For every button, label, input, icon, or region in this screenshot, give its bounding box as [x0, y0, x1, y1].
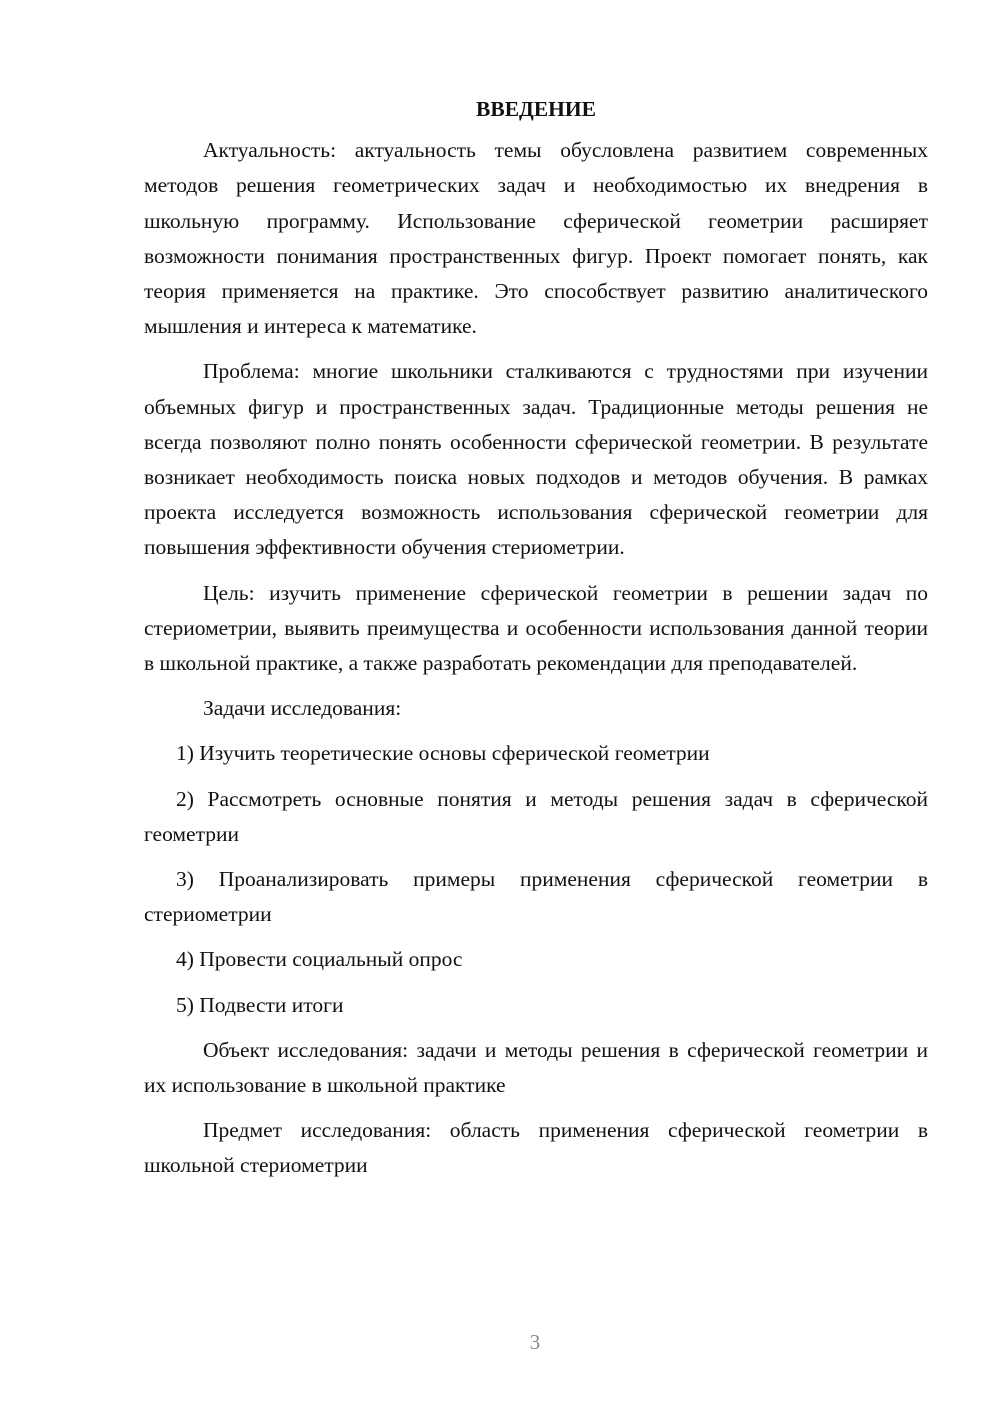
paragraph-problem: Проблема: многие школьники сталкиваются с трудностями при изучении объемных фигур и пространственных задач. Традиционные методы решения не всегда позволяют полно понять особенности сферической геометрии. В результате возникает необходимость поиска новых подходов и методов обучения. В рамках проекта исследуется возможность использования сферической геометрии для повышения эффективности обучения стериометрии. [144, 359, 928, 560]
paragraph-subject: Предмет исследования: область применения сферической геометрии в школьной стериометрии [144, 1118, 928, 1178]
task-item-4: 4) Провести социальный опрос [176, 947, 463, 972]
section-heading: ВВЕДЕНИЕ [476, 97, 596, 121]
document-body [144, 92, 928, 1194]
paragraph-relevance: Актуальность: актуальность темы обусловлена развитием современных методов решения геометрических задач и необходимостью их внедрения в школьную программу. Использование сферической геометрии расширяет возможности понимания пространственных фигур. Проект помогает понять, как теория применяется на практике. Это способствует развитию аналитического мышления и интереса к математике. [144, 138, 928, 339]
paragraph-tasks-intro: Задачи исследования: [203, 696, 402, 721]
task-item-5: 5) Подвести итоги [176, 992, 344, 1017]
task-item-1: 1) Изучить теоретические основы сферической геометрии [176, 741, 710, 766]
task-item-2: 2) Рассмотреть основные понятия и методы решения задач в сферической геометрии [144, 786, 928, 846]
paragraph-object: Объект исследования: задачи и методы решения в сферической геометрии и их использование в школьной практике [144, 1037, 928, 1098]
page-number: 3 [529, 1330, 541, 1354]
task-item-3: 3) Проанализировать примеры применения сферической геометрии в стериометрии [144, 867, 928, 927]
paragraph-goal: Цель: изучить применение сферической геометрии в решении задач по стериометрии, выявить преимущества и особенности использования данной теории в школьной практике, а также разработать рекомендации для преподавателей. [144, 580, 928, 676]
